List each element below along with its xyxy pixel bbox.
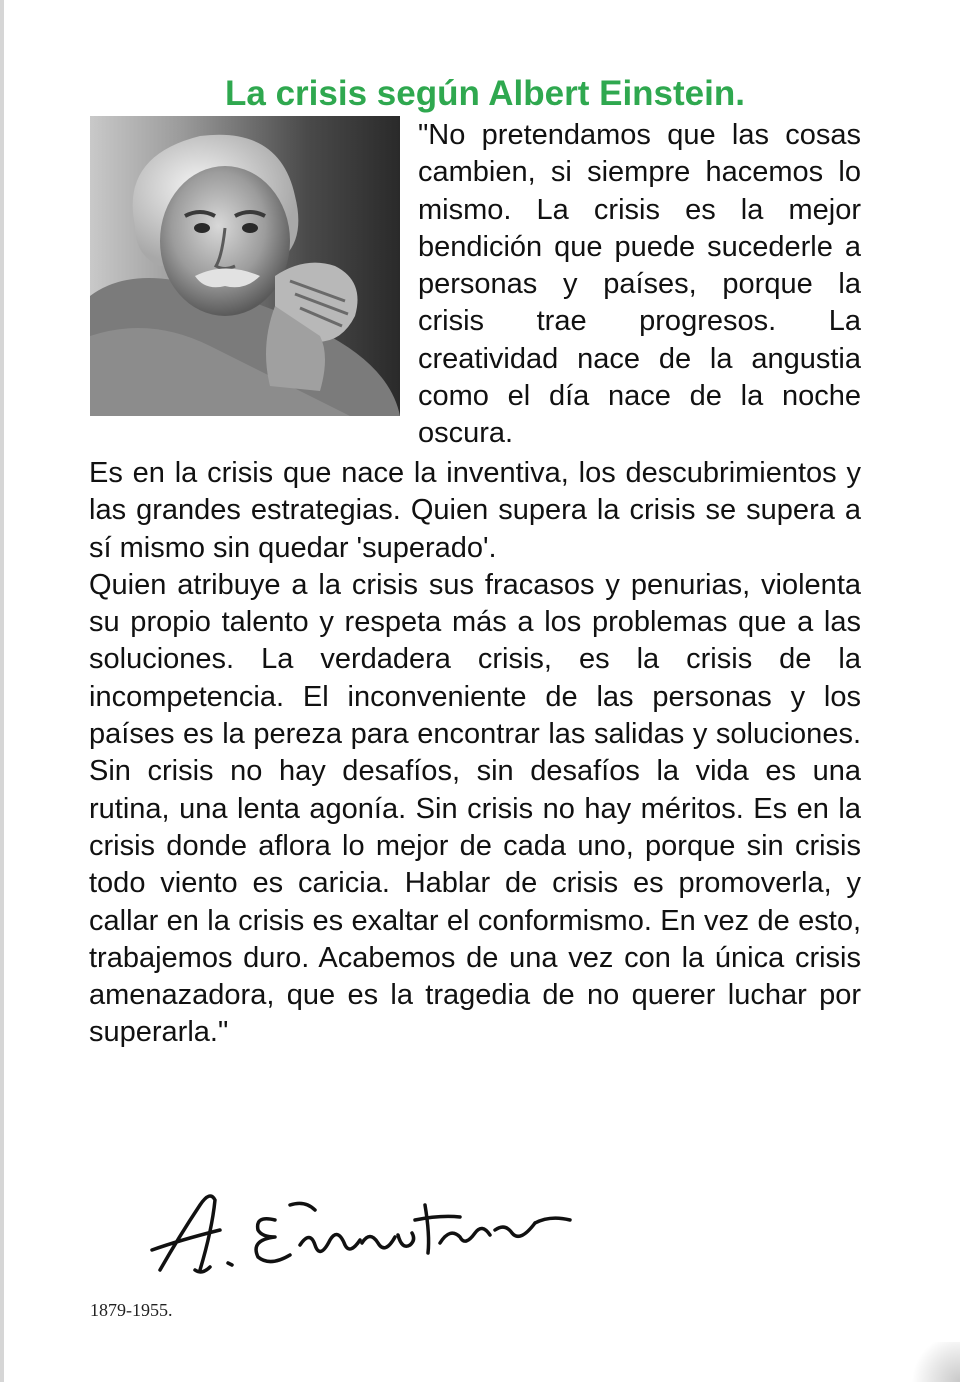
- einstein-signature: [140, 1175, 600, 1295]
- page-title: La crisis según Albert Einstein.: [225, 74, 745, 113]
- quote-paragraph-1-continued: Es en la crisis que nace la inventiva, los descubrimientos y las grandes estrategias. Quien supera la crisis se supera a sí mismo sin quedar 'superado'.: [89, 457, 861, 564]
- quote-body: [89, 455, 861, 1052]
- page-curl-shadow: [910, 1342, 960, 1382]
- portrait-photo: [90, 116, 400, 416]
- quote-intro: [418, 117, 861, 453]
- birth-death-years: 1879-1955.: [90, 1300, 173, 1320]
- quote-paragraph-2: Quien atribuye a la crisis sus fracasos y penurias, violenta su propio talento y respeta más a los problemas que a las soluciones. La verdadera crisis, es la crisis de la incompetencia. El inconveniente de las personas y los países es la pereza para encontrar las salidas y soluciones. Sin crisis no hay desafíos, sin desafíos la vida es una rutina, una lenta agonía. Sin crisis no hay méritos. Es en la crisis donde aflora lo mejor de cada uno, porque sin crisis todo viento es caricia. Hablar de crisis es promoverla, y callar en la crisis es exaltar el conformismo. En vez de esto, trabajemos duro. Acabemos de una vez con la única crisis amenazadora, que es la tragedia de no querer luchar por superarla.": [89, 568, 861, 1049]
- quote-paragraph-1: "No pretendamos que las cosas cambien, si siempre hacemos lo mismo. La crisis es la mejor bendición que puede sucederle a personas y países, porque la crisis trae progresos. La creatividad nace de la angustia como el día nace de la noche oscura.: [418, 119, 861, 450]
- page-edge: [0, 0, 4, 1382]
